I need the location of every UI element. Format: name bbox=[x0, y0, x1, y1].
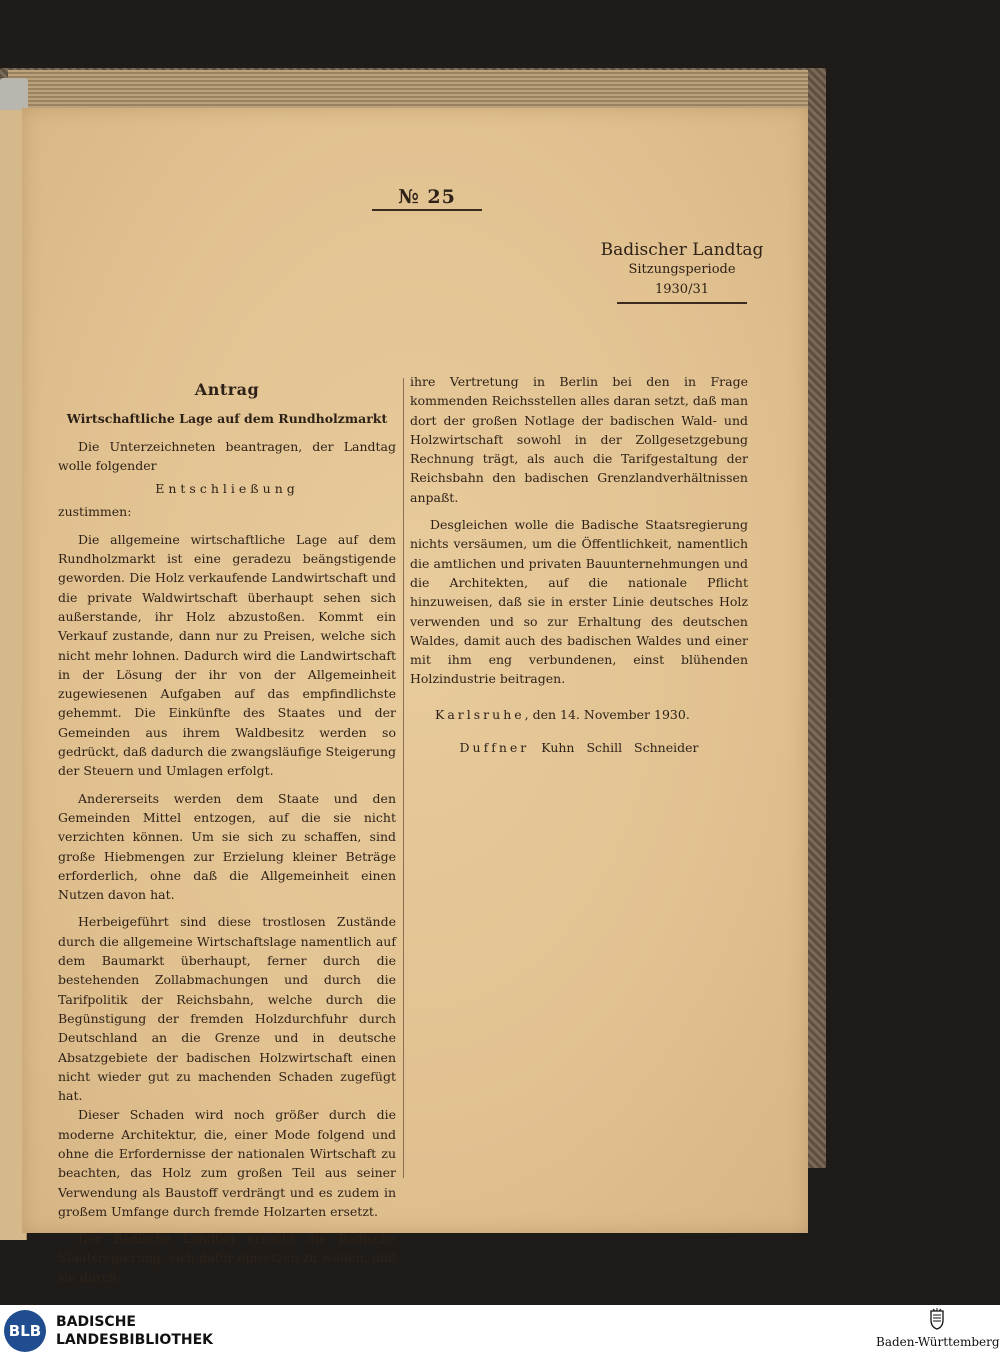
signatures bbox=[410, 738, 748, 757]
approve-text: zustimmen: bbox=[58, 504, 132, 520]
footer-bar bbox=[0, 1305, 1000, 1355]
place: Karlsruhe bbox=[435, 706, 525, 722]
paragraph: Desgleichen wolle die Badische Staatsregierung nichts versäumen, um die Öffentlichkeit, namentlich die amtlichen und privaten Bauunternehmungen und die Architekten, auf die nationale Pflicht hinzuweisen, daß sie in erster Linie deutsches Holz verwenden und so zur Erhaltung des deutschen Waldes, damit auch des badischen Waldes und einer mit ihm eng verbundenen, einst blühenden Holzindustrie beitragen. bbox=[410, 517, 748, 687]
session-period-label: Sitzungsperiode bbox=[628, 262, 736, 277]
session-header bbox=[597, 240, 767, 304]
paragraph: Andererseits werden dem Staate und den Gemeinden Mittel entzogen, auf die sie nicht verzichten können. Um sie sich zu schaffen, sind große Hiebmengen zur Erzielung kleiner Beträge erforderlich, ohne daß die Allgemeinheit einen Nutzen davon hat. bbox=[58, 790, 396, 903]
signature: Kuhn bbox=[541, 740, 575, 756]
resolution-word: Entschließung bbox=[155, 481, 299, 497]
session-period: 1930/31 bbox=[654, 282, 709, 297]
left-column bbox=[58, 370, 396, 1287]
intro-text: Die Unterzeichneten beantragen, der Landtag wolle folgender bbox=[58, 438, 396, 473]
library-name-line2: LANDESBIBLIOTHEK bbox=[56, 1332, 214, 1348]
session-rule bbox=[617, 302, 747, 304]
coat-of-arms-icon bbox=[929, 1308, 945, 1330]
paragraph: ihre Vertretung in Berlin bei den in Frage kommenden Reichsstellen alles daran setzt, daß man dort der großen Notlage der badischen Wald- und Holzwirtschaft sowohl in der Zollgesetzgebung Rechnung trägt, als auch die Tarifgestaltung der Reichsbahn den badischen Grenzlandverhältnissen anpaßt. bbox=[410, 374, 748, 505]
page-edges bbox=[8, 70, 808, 110]
document-subtitle: Wirtschaftliche Lage auf dem Rundholzmarkt bbox=[66, 411, 388, 427]
column-divider bbox=[403, 378, 404, 1178]
blb-logo[interactable]: BLB bbox=[4, 1310, 46, 1352]
document-title: Antrag bbox=[194, 380, 260, 399]
signature: Duffner bbox=[459, 740, 530, 756]
paragraph: Die allgemeine wirtschaftliche Lage auf dem Rundholzmarkt ist eine geradezu beängstigende geworden. Die Holz verkaufende Landwirtschaft und die private Waldwirtschaft überhaupt sehen sich außerstande, ihr Holz abzustoßen. Kommt ein Verkauf zustande, dann nur zu Preisen, welche sich nicht mehr lohnen. Dadurch wird die Landwirtschaft in der Lösung der ihr von der Allgemeinheit zugewiesenen Aufgaben auf das empfindlichste gehemmt. Die Einkünfte des Staates und der Gemeinden aus ihrem Waldbesitz werden so gedrückt, daß dadurch die zwangsläufige Steigerung der Steuern und Umlagen erfolgt. bbox=[58, 531, 396, 779]
signature: Schneider bbox=[634, 740, 699, 756]
place-date bbox=[410, 705, 748, 724]
bookmark-ribbon bbox=[0, 78, 28, 112]
state-name: Baden-Württemberg bbox=[876, 1335, 1000, 1349]
library-name bbox=[56, 1313, 213, 1349]
paragraph: Herbeigeführt sind diese trostlosen Zustände durch die allgemeine Wirtschaftslage namentlich auf dem Baumarkt überhaupt, ferner durch die bestehenden Zollabmachungen und durch die Tarifpolitik der Reichsbahn, welche durch die Begünstigung der fremden Holzdurchfuhr durch Deutschland an die Grenze und in deutsche Absatzgebiete der badischen Holzwirtschaft einen nicht wieder gut zu machenden Schaden zugefügt hat. bbox=[58, 914, 396, 1104]
right-column bbox=[410, 372, 748, 757]
signature: Schill bbox=[586, 740, 623, 756]
parliament-name: Badischer Landtag bbox=[600, 240, 764, 260]
paragraph: Der Badische Landtag ersucht die Badische Staatsregierung, sich dafür einsetzen zu wollen, daß sie durch bbox=[58, 1231, 396, 1285]
paragraph: Dieser Schaden wird noch größer durch die moderne Architektur, die, einer Mode folgend und ohne die Erfordernisse der nationalen Wirtschaft zu beachten, das Holz zum großen Teil aus seiner Verwendung als Baustoff verdrängt und es zudem in großem Umfange durch fremde Holzarten ersetzt. bbox=[58, 1107, 396, 1219]
library-name-line1: BADISCHE bbox=[56, 1314, 136, 1330]
date: , den 14. November 1930. bbox=[524, 706, 690, 722]
document-number: № 25 bbox=[372, 186, 482, 211]
document-page bbox=[22, 108, 808, 1285]
